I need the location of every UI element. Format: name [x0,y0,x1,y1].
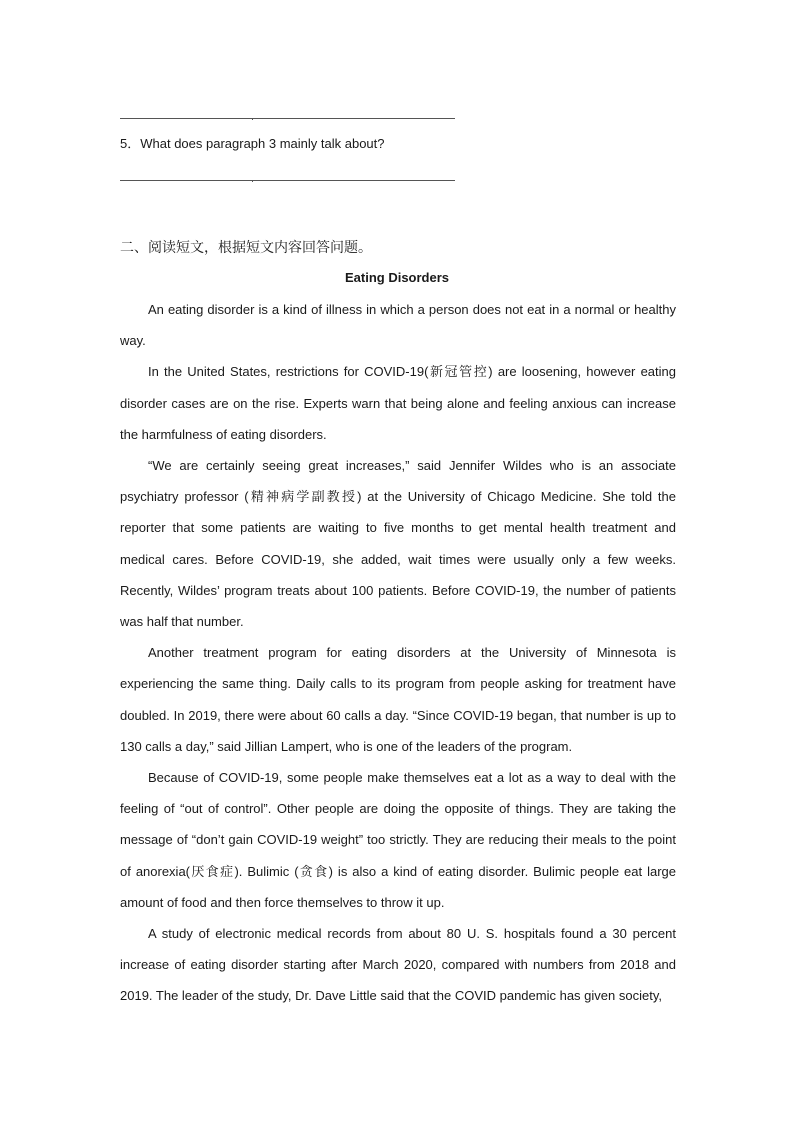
article-body [120,294,676,1012]
answer-line[interactable] [120,118,455,119]
article-paragraph: In the United States, restrictions for COVID-19(新冠管控) are loosening, however eating disorder cases are on the rise. Experts warn that being alone and feeling anxious can increase the harmfulness of eating disorders. [120,364,676,442]
article-paragraph: Another treatment program for eating disorders at the University of Minnesota is experiencing the same thing. Daily calls to its program from people asking for treatment have doubled. In 2019, there were about 60 calls a day. “Since COVID-19 began, that number is up to 130 calls a day,” said Jillian Lampert, who is one of the leaders of the program. [120,645,676,754]
answer-line-divider [252,180,253,182]
article-paragraph: A study of electronic medical records from about 80 U. S. hospitals found a 30 percent increase of eating disorder starting after March 2020, compared with numbers from 2018 and 2019. The leader of the study, Dr. Dave Little said that the COVID pandemic has given society, [120,926,676,1004]
question-number: 5． [120,136,141,151]
section-heading: 二、阅读短文，根据短文内容回答问题。 [120,240,372,256]
answer-line[interactable] [120,180,455,181]
article-paragraph: “We are certainly seeing great increases,” said Jennifer Wildes who is an associate psychiatry professor (精神病学副教授) at the University of Chicago Medicine. She told the reporter that some patients are waiting to five months to get mental health treatment and medical cares. Before COVID-19, she added, wait times were usually only a few weeks. Recently, Wildes’ program treats about 100 patients. Before COVID-19, the number of patients was half that number. [120,458,676,630]
question-text: What does paragraph 3 mainly talk about? [140,136,385,151]
answer-line-divider [252,118,253,120]
article-title: Eating Disorders [344,270,450,285]
article-paragraph: An eating disorder is a kind of illness in which a person does not eat in a normal or healthy way. [120,302,676,349]
question-5 [120,135,385,153]
article-paragraph: Because of COVID-19, some people make themselves eat a lot as a way to deal with the feeling of “out of control”. Other people are doing the opposite of things. They are taking the message of “don’t gain COVID-19 weight” too strictly. They are reducing their meals to the point of anorexia(厌食症). Bulimic (贪食) is also a kind of eating disorder. Bulimic people eat large amount of food and then force themselves to throw it up. [120,770,676,910]
